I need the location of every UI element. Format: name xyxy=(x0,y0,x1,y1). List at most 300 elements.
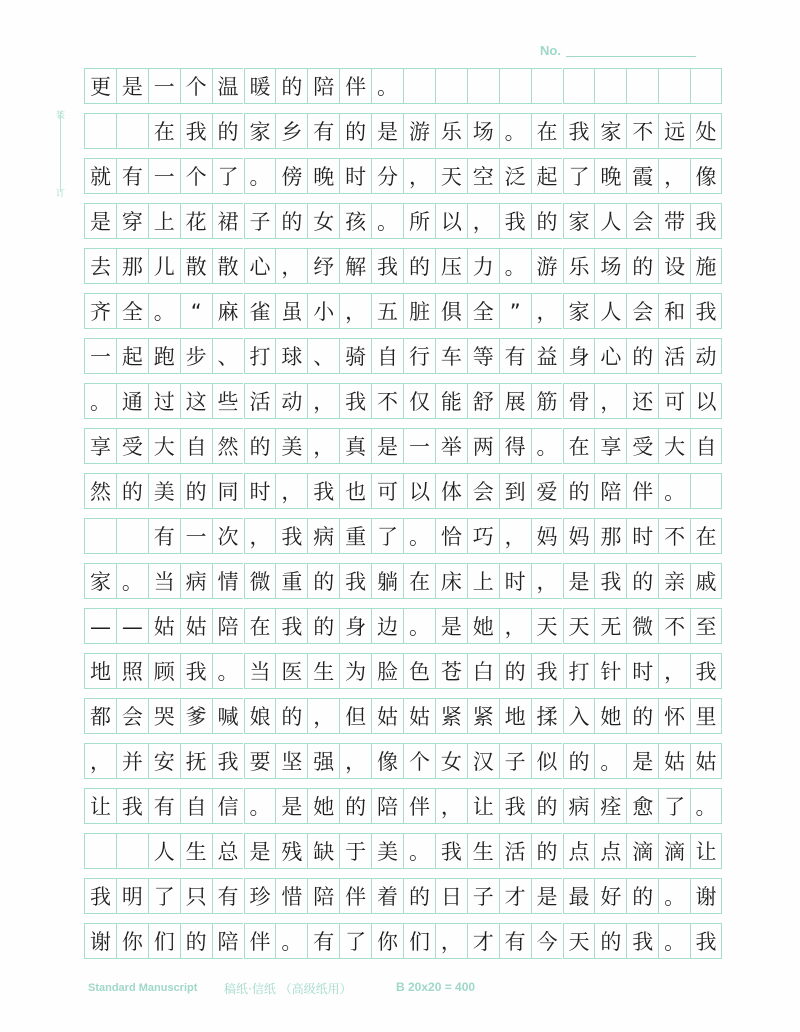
manuscript-row xyxy=(84,248,722,284)
grid-cell: 了 xyxy=(658,788,690,824)
grid-cell: 有 xyxy=(148,788,180,824)
grid-cell: 们 xyxy=(148,923,180,959)
grid-cell: 个 xyxy=(180,68,212,104)
grid-cell: 我 xyxy=(84,878,116,914)
grid-cell: 一 xyxy=(84,338,116,374)
grid-cell: 好 xyxy=(594,878,626,914)
grid-cell: 举 xyxy=(435,428,467,464)
grid-cell: 我 xyxy=(339,563,371,599)
binding-mark-top: 装 xyxy=(56,111,66,121)
grid-cell: 天 xyxy=(563,608,595,644)
grid-cell: 微 xyxy=(626,608,658,644)
grid-cell: 要 xyxy=(244,743,276,779)
grid-cell: 。 xyxy=(116,563,148,599)
grid-cell: 所 xyxy=(403,203,435,239)
grid-cell: 的 xyxy=(180,923,212,959)
grid-cell: 愈 xyxy=(626,788,658,824)
paper-title-note: （高级纸用） xyxy=(279,982,352,996)
grid-cell: 的 xyxy=(275,203,307,239)
grid-cell: 人 xyxy=(594,293,626,329)
grid-cell: 傍 xyxy=(275,158,307,194)
grid-cell: 女 xyxy=(307,203,339,239)
grid-cell: 的 xyxy=(531,788,563,824)
grid-cell: 至 xyxy=(690,608,722,644)
grid-cell: 。 xyxy=(403,518,435,554)
grid-cell: 陪 xyxy=(594,473,626,509)
grid-cell: 病 xyxy=(563,788,595,824)
grid-cell: 我 xyxy=(116,788,148,824)
grid-cell: 我 xyxy=(339,383,371,419)
grid-cell: 同 xyxy=(212,473,244,509)
grid-cell: 身 xyxy=(563,338,595,374)
grid-cell: 我 xyxy=(435,833,467,869)
grid-cell: 妈 xyxy=(563,518,595,554)
grid-cell: 总 xyxy=(212,833,244,869)
manuscript-row xyxy=(84,608,722,644)
grid-cell: ， xyxy=(275,248,307,284)
grid-cell: 了 xyxy=(148,878,180,914)
grid-cell: 女 xyxy=(435,743,467,779)
grid-cell: 了 xyxy=(563,158,595,194)
grid-cell: 乐 xyxy=(563,248,595,284)
grid-cell: 人 xyxy=(148,833,180,869)
grid-cell: 的 xyxy=(499,653,531,689)
grid-cell: 医 xyxy=(275,653,307,689)
grid-cell: 施 xyxy=(690,248,722,284)
grid-cell: 起 xyxy=(531,158,563,194)
grid-cell: ， xyxy=(658,653,690,689)
grid-cell: 筋 xyxy=(531,383,563,419)
grid-cell: 。 xyxy=(244,788,276,824)
grid-cell: 心 xyxy=(244,248,276,284)
grid-cell: 骑 xyxy=(339,338,371,374)
grid-cell: 亲 xyxy=(658,563,690,599)
grid-cell: 让 xyxy=(84,788,116,824)
grid-cell: — xyxy=(84,608,116,644)
grid-cell: 今 xyxy=(531,923,563,959)
grid-cell: 球 xyxy=(275,338,307,374)
grid-cell: 得 xyxy=(499,428,531,464)
grid-cell: 我 xyxy=(180,653,212,689)
grid-cell: 动 xyxy=(275,383,307,419)
grid-cell: 子 xyxy=(467,878,499,914)
grid-cell: 打 xyxy=(244,338,276,374)
grid-cell: 泛 xyxy=(499,158,531,194)
grid-cell: 。 xyxy=(371,68,403,104)
grid-cell xyxy=(690,68,722,104)
grid-cell: 。 xyxy=(275,923,307,959)
grid-cell: 像 xyxy=(371,743,403,779)
grid-cell xyxy=(116,113,148,149)
grid-cell: 微 xyxy=(244,563,276,599)
grid-cell: ， xyxy=(275,473,307,509)
manuscript-row xyxy=(84,383,722,419)
grid-cell: 暖 xyxy=(244,68,276,104)
grid-cell: 展 xyxy=(499,383,531,419)
grid-cell: 情 xyxy=(212,563,244,599)
grid-cell: 于 xyxy=(339,833,371,869)
paper-title xyxy=(224,980,352,997)
grid-cell: 。 xyxy=(690,788,722,824)
grid-cell: 大 xyxy=(148,428,180,464)
grid-cell: 的 xyxy=(594,923,626,959)
paper-spec: B 20x20 = 400 xyxy=(396,980,476,994)
grid-cell: 家 xyxy=(563,203,595,239)
grid-cell: 我 xyxy=(180,113,212,149)
grid-cell: 。 xyxy=(658,923,690,959)
manuscript-row xyxy=(84,563,722,599)
grid-cell: 然 xyxy=(84,473,116,509)
grid-cell: 的 xyxy=(212,113,244,149)
grid-cell: 们 xyxy=(403,923,435,959)
grid-cell: 在 xyxy=(531,113,563,149)
binding-line xyxy=(60,112,69,192)
grid-cell: 紧 xyxy=(435,698,467,734)
grid-cell: ， xyxy=(435,788,467,824)
grid-cell: 生 xyxy=(307,653,339,689)
grid-cell: 惜 xyxy=(275,878,307,914)
grid-cell: 天 xyxy=(563,923,595,959)
grid-cell: 霞 xyxy=(626,158,658,194)
grid-cell: 戚 xyxy=(690,563,722,599)
grid-cell: ， xyxy=(594,383,626,419)
grid-cell: 的 xyxy=(563,473,595,509)
grid-cell: 自 xyxy=(690,428,722,464)
grid-cell: 会 xyxy=(116,698,148,734)
grid-cell: 设 xyxy=(658,248,690,284)
grid-cell: ” xyxy=(499,293,531,329)
grid-cell: 了 xyxy=(339,923,371,959)
grid-cell: 空 xyxy=(467,158,499,194)
grid-cell xyxy=(531,68,563,104)
grid-cell: ， xyxy=(467,203,499,239)
grid-cell xyxy=(435,68,467,104)
grid-cell: 子 xyxy=(244,203,276,239)
grid-cell: 入 xyxy=(563,698,595,734)
grid-cell: 的 xyxy=(180,473,212,509)
grid-cell: 一 xyxy=(403,428,435,464)
grid-cell: 家 xyxy=(594,113,626,149)
grid-cell: 裙 xyxy=(212,203,244,239)
grid-cell: 全 xyxy=(467,293,499,329)
grid-cell: 享 xyxy=(594,428,626,464)
grid-cell: 骨 xyxy=(563,383,595,419)
grid-cell: 有 xyxy=(116,158,148,194)
grid-cell: ， xyxy=(531,563,563,599)
grid-cell: 解 xyxy=(339,248,371,284)
grid-cell: 在 xyxy=(563,428,595,464)
grid-cell: 缺 xyxy=(307,833,339,869)
grid-cell: 她 xyxy=(467,608,499,644)
grid-cell: 可 xyxy=(371,473,403,509)
manuscript-row xyxy=(84,923,722,959)
grid-cell: 散 xyxy=(180,248,212,284)
grid-cell: 时 xyxy=(626,653,658,689)
grid-cell: 我 xyxy=(594,563,626,599)
grid-cell: 活 xyxy=(658,338,690,374)
grid-cell: 。 xyxy=(658,878,690,914)
grid-cell: 谢 xyxy=(690,878,722,914)
grid-cell: 的 xyxy=(626,248,658,284)
grid-cell: 但 xyxy=(339,698,371,734)
grid-cell: 有 xyxy=(499,338,531,374)
grid-cell: 晚 xyxy=(594,158,626,194)
grid-cell: 残 xyxy=(275,833,307,869)
grid-cell xyxy=(84,833,116,869)
grid-cell xyxy=(116,833,148,869)
grid-cell: 病 xyxy=(307,518,339,554)
grid-cell: 俱 xyxy=(435,293,467,329)
grid-cell: 喊 xyxy=(212,698,244,734)
grid-cell: 一 xyxy=(148,158,180,194)
grid-cell: 舒 xyxy=(467,383,499,419)
grid-cell: ， xyxy=(403,158,435,194)
grid-cell: 哭 xyxy=(148,698,180,734)
grid-cell: 。 xyxy=(212,653,244,689)
grid-cell: 过 xyxy=(148,383,180,419)
grid-cell: 家 xyxy=(563,293,595,329)
grid-cell: ， xyxy=(435,923,467,959)
grid-cell: 是 xyxy=(531,878,563,914)
grid-cell: 我 xyxy=(690,203,722,239)
grid-cell: ， xyxy=(244,518,276,554)
grid-cell: 白 xyxy=(467,653,499,689)
grid-cell: 我 xyxy=(275,608,307,644)
manuscript-row xyxy=(84,158,722,194)
grid-cell: 为 xyxy=(339,653,371,689)
grid-cell: 两 xyxy=(467,428,499,464)
grid-cell: 当 xyxy=(244,653,276,689)
grid-cell xyxy=(403,68,435,104)
grid-cell: 抚 xyxy=(180,743,212,779)
grid-cell: ， xyxy=(339,743,371,779)
grid-cell: 妈 xyxy=(531,518,563,554)
grid-cell: 自 xyxy=(180,428,212,464)
grid-cell: 揉 xyxy=(531,698,563,734)
grid-cell: 温 xyxy=(212,68,244,104)
grid-cell: 的 xyxy=(403,878,435,914)
grid-cell: 会 xyxy=(626,203,658,239)
grid-cell: ， xyxy=(658,158,690,194)
grid-cell: 全 xyxy=(116,293,148,329)
grid-cell: 有 xyxy=(307,113,339,149)
grid-cell: 散 xyxy=(212,248,244,284)
grid-cell: 个 xyxy=(403,743,435,779)
grid-cell: 有 xyxy=(212,878,244,914)
grid-cell: 孩 xyxy=(339,203,371,239)
grid-cell: 动 xyxy=(690,338,722,374)
grid-cell: 娘 xyxy=(244,698,276,734)
grid-cell: 重 xyxy=(339,518,371,554)
grid-cell: 脏 xyxy=(403,293,435,329)
grid-cell: 姑 xyxy=(403,698,435,734)
paper-brand: Standard Manuscript xyxy=(88,982,198,994)
grid-cell: 伴 xyxy=(339,68,371,104)
grid-cell: 了 xyxy=(371,518,403,554)
grid-cell: 心 xyxy=(594,338,626,374)
grid-cell xyxy=(84,518,116,554)
grid-cell: 那 xyxy=(594,518,626,554)
grid-cell: 我 xyxy=(690,923,722,959)
grid-cell: 跑 xyxy=(148,338,180,374)
grid-cell: 麻 xyxy=(212,293,244,329)
writing-grid xyxy=(84,68,722,962)
grid-cell: 场 xyxy=(467,113,499,149)
grid-cell: 伴 xyxy=(339,878,371,914)
grid-cell: 一 xyxy=(148,68,180,104)
grid-cell: 在 xyxy=(244,608,276,644)
grid-cell: 是 xyxy=(626,743,658,779)
grid-cell xyxy=(499,68,531,104)
manuscript-row xyxy=(84,473,722,509)
grid-cell: 。 xyxy=(403,608,435,644)
grid-cell: 我 xyxy=(212,743,244,779)
grid-cell: 体 xyxy=(435,473,467,509)
grid-cell: 是 xyxy=(371,428,403,464)
grid-cell: 。 xyxy=(594,743,626,779)
grid-cell: 坚 xyxy=(275,743,307,779)
grid-cell: 的 xyxy=(626,563,658,599)
grid-cell: 色 xyxy=(403,653,435,689)
grid-cell: 姑 xyxy=(148,608,180,644)
grid-cell: 无 xyxy=(594,608,626,644)
grid-cell: 地 xyxy=(499,698,531,734)
grid-cell: 陪 xyxy=(307,878,339,914)
grid-cell: 才 xyxy=(467,923,499,959)
grid-cell: 以 xyxy=(403,473,435,509)
grid-cell: 力 xyxy=(467,248,499,284)
manuscript-row xyxy=(84,788,722,824)
grid-cell: 不 xyxy=(371,383,403,419)
grid-cell: — xyxy=(116,608,148,644)
manuscript-row xyxy=(84,338,722,374)
grid-cell: 在 xyxy=(403,563,435,599)
grid-cell: 我 xyxy=(371,248,403,284)
grid-cell: 上 xyxy=(467,563,499,599)
grid-cell: 当 xyxy=(148,563,180,599)
manuscript-row xyxy=(84,833,722,869)
grid-cell xyxy=(563,68,595,104)
grid-cell: 床 xyxy=(435,563,467,599)
grid-cell: 是 xyxy=(275,788,307,824)
grid-cell: 的 xyxy=(307,563,339,599)
grid-cell: 那 xyxy=(116,248,148,284)
grid-cell: 然 xyxy=(212,428,244,464)
grid-cell: 天 xyxy=(531,608,563,644)
grid-cell: 益 xyxy=(531,338,563,374)
grid-cell: 家 xyxy=(244,113,276,149)
grid-cell: 怀 xyxy=(658,698,690,734)
manuscript-row xyxy=(84,518,722,554)
grid-cell: 并 xyxy=(116,743,148,779)
grid-cell: 你 xyxy=(116,923,148,959)
grid-cell: 身 xyxy=(339,608,371,644)
grid-cell: 儿 xyxy=(148,248,180,284)
grid-cell: 步 xyxy=(180,338,212,374)
grid-cell: 躺 xyxy=(371,563,403,599)
grid-cell: 照 xyxy=(116,653,148,689)
grid-cell: 她 xyxy=(594,698,626,734)
grid-cell: 的 xyxy=(275,698,307,734)
grid-cell: 姑 xyxy=(658,743,690,779)
manuscript-row xyxy=(84,428,722,464)
grid-cell: 压 xyxy=(435,248,467,284)
grid-cell: 明 xyxy=(116,878,148,914)
grid-cell: 纾 xyxy=(307,248,339,284)
grid-cell: 陪 xyxy=(307,68,339,104)
grid-cell: 我 xyxy=(563,113,595,149)
grid-cell: 像 xyxy=(690,158,722,194)
grid-cell: 小 xyxy=(307,293,339,329)
grid-cell: 才 xyxy=(499,878,531,914)
grid-cell: 滴 xyxy=(626,833,658,869)
grid-cell xyxy=(626,68,658,104)
grid-cell: 不 xyxy=(658,518,690,554)
binding-mark-bottom: 订 xyxy=(56,189,66,199)
grid-cell: 自 xyxy=(180,788,212,824)
grid-cell: 游 xyxy=(403,113,435,149)
manuscript-row xyxy=(84,698,722,734)
grid-cell: 。 xyxy=(658,473,690,509)
grid-cell xyxy=(467,68,499,104)
grid-cell: 。 xyxy=(531,428,563,464)
grid-cell: 带 xyxy=(658,203,690,239)
grid-cell: 谢 xyxy=(84,923,116,959)
grid-cell xyxy=(658,68,690,104)
grid-cell: 就 xyxy=(84,158,116,194)
grid-cell: 场 xyxy=(594,248,626,284)
grid-cell: 。 xyxy=(499,113,531,149)
grid-cell xyxy=(690,473,722,509)
page-number-label: No. xyxy=(540,43,561,58)
grid-cell: 还 xyxy=(626,383,658,419)
grid-cell: 是 xyxy=(563,563,595,599)
grid-cell: 时 xyxy=(339,158,371,194)
grid-cell: 、 xyxy=(307,338,339,374)
grid-cell: 我 xyxy=(690,653,722,689)
grid-cell: 里 xyxy=(690,698,722,734)
grid-cell: 伴 xyxy=(403,788,435,824)
grid-cell: 雀 xyxy=(244,293,276,329)
grid-cell: “ xyxy=(180,293,212,329)
grid-cell: 的 xyxy=(116,473,148,509)
grid-cell: 家 xyxy=(84,563,116,599)
grid-cell: 时 xyxy=(244,473,276,509)
grid-cell: 是 xyxy=(435,608,467,644)
grid-cell: 的 xyxy=(307,608,339,644)
grid-cell: 汉 xyxy=(467,743,499,779)
grid-cell: 的 xyxy=(563,743,595,779)
grid-cell xyxy=(594,68,626,104)
grid-cell: 。 xyxy=(403,833,435,869)
grid-cell: 。 xyxy=(148,293,180,329)
grid-cell: 个 xyxy=(180,158,212,194)
grid-cell: 会 xyxy=(467,473,499,509)
grid-cell: 的 xyxy=(626,878,658,914)
grid-cell: 陪 xyxy=(212,608,244,644)
grid-cell: 虽 xyxy=(275,293,307,329)
grid-cell: 我 xyxy=(499,788,531,824)
grid-cell: 的 xyxy=(531,833,563,869)
grid-cell: 最 xyxy=(563,878,595,914)
grid-cell: 。 xyxy=(499,248,531,284)
grid-cell: 不 xyxy=(658,608,690,644)
grid-cell: 。 xyxy=(84,383,116,419)
grid-cell: 姑 xyxy=(690,743,722,779)
grid-cell: 打 xyxy=(563,653,595,689)
grid-cell: 。 xyxy=(244,158,276,194)
page-number-line xyxy=(566,56,696,57)
